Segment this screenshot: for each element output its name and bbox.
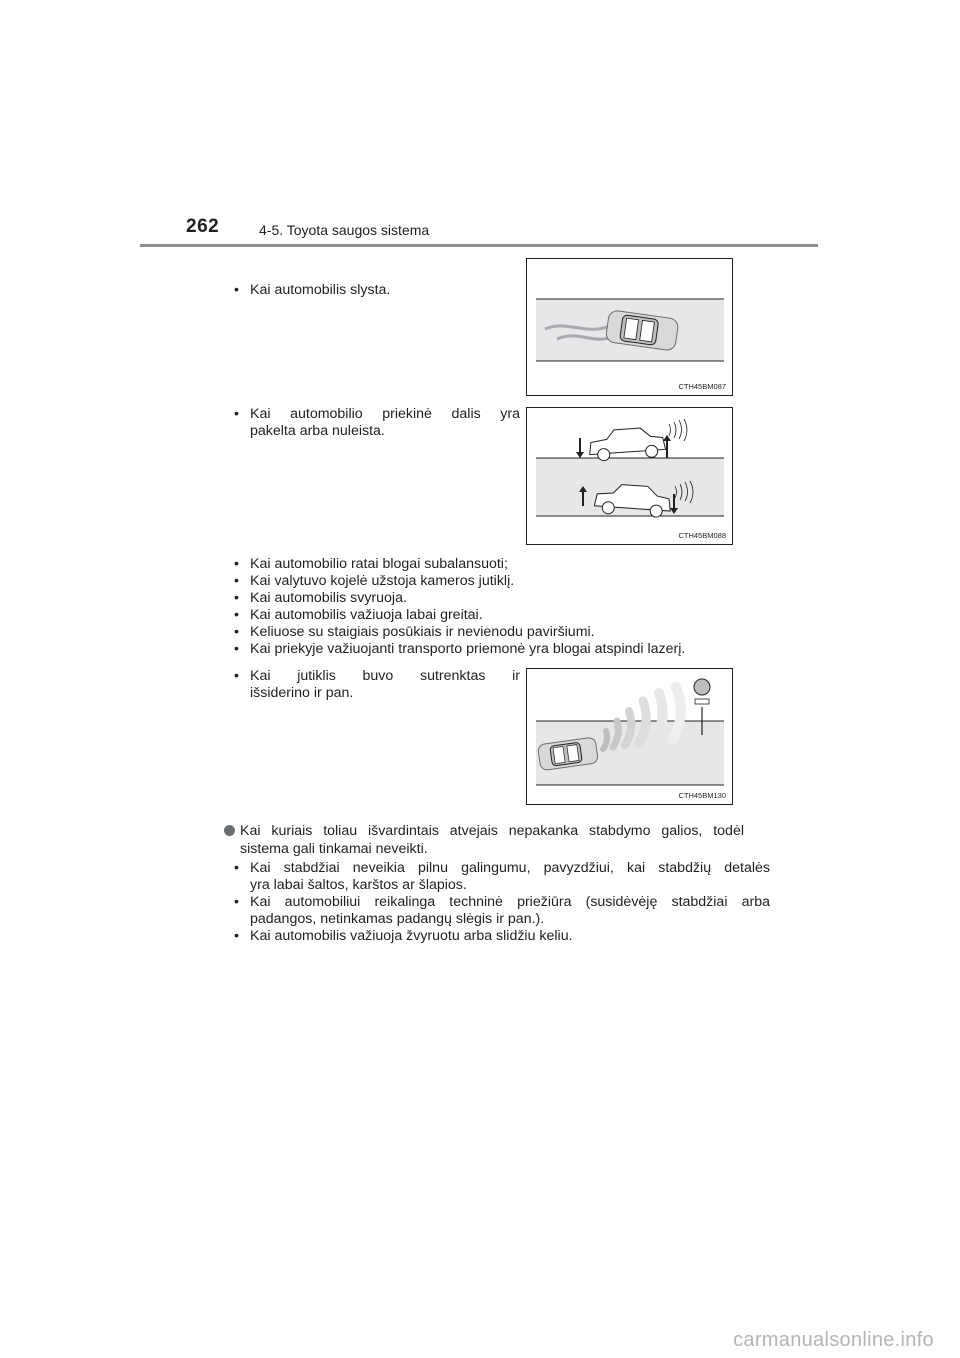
list-item-text: Keliuose su staigiais posūkiais ir nevienodu paviršiumi.	[250, 624, 595, 640]
list-item-text: Kai valytuvo kojelė užstoja kameros jutiklį.	[250, 573, 515, 589]
pitching-cars-illustration	[527, 408, 734, 546]
list-item	[226, 624, 790, 641]
list-item-text: Kai automobilio ratai blogai subalansuoti;	[250, 556, 508, 572]
bullet-dot: •	[234, 928, 239, 944]
misaligned-sensor-illustration	[527, 669, 734, 806]
sub-bullet-2-line2: padangos, netinkamas padangų slėgis ir pan.).	[250, 911, 545, 927]
list-item	[226, 641, 790, 658]
list-item-text: Kai priekyje važiuojanti transporto priemonė yra blogai atspindi lazerį.	[250, 641, 686, 657]
watermark: carmanualsonline.info	[733, 1329, 934, 1351]
page-number: 262	[186, 216, 220, 237]
figure-code: CTH45BM087	[678, 382, 726, 391]
bullet-slide	[226, 282, 520, 299]
section-title: 4-5. Toyota saugos sistema	[259, 222, 430, 238]
list-item-text: Kai automobilis svyruoja.	[250, 590, 407, 606]
main-bullet-dot	[224, 825, 235, 836]
bullet-dot: •	[234, 624, 239, 640]
bullet-dot: •	[234, 556, 239, 572]
bullet-dot: •	[234, 860, 239, 876]
list-item	[226, 573, 790, 590]
main-bullet-line2: sistema gali tinkamai neveikti.	[240, 841, 428, 857]
bullet-sensor-text: Kai jutiklis buvo sutrenktas ir	[250, 668, 520, 684]
bullet-dot: •	[234, 406, 239, 422]
sub-bullet-3	[226, 928, 770, 945]
sub-bullet-text: Kai stabdžiai neveikia pilnu galingumu, pavyzdžiui, kai stabdžių detalės	[250, 860, 770, 876]
bullet-dot: •	[234, 607, 239, 623]
bullet-sensor-line2: išsiderino ir pan.	[250, 685, 354, 701]
sub-bullet-1-line1	[226, 860, 770, 877]
bullet-dot: •	[234, 573, 239, 589]
figure-misaligned-sensor	[526, 668, 733, 805]
main-bullet	[226, 822, 744, 858]
bullet-slide-text: Kai automobilis slysta.	[250, 282, 391, 298]
bullet-dot: •	[234, 282, 239, 298]
sub-bullet-text: Kai automobiliui reikalinga techninė priežiūra (susidėvėję stabdžiai arba	[250, 894, 770, 910]
figure-pitching-cars	[526, 407, 733, 545]
figure-code: CTH45BM130	[678, 791, 726, 800]
list-item	[226, 607, 790, 624]
main-bullet-line1: Kai kuriais toliau išvardintais atvejais nepakanka stabdymo galios, todėl	[240, 823, 744, 839]
skidding-car-illustration	[527, 259, 734, 397]
bullet-front-text: Kai automobilio priekinė dalis yra	[250, 406, 520, 422]
bullet-sensor-line1	[226, 668, 520, 685]
bullet-front-raised-line1	[226, 406, 520, 423]
figure-skidding-car	[526, 258, 733, 396]
list-item	[226, 590, 790, 607]
bullet-dot: •	[234, 590, 239, 606]
sub-bullet-text: Kai automobilis važiuoja žvyruotu arba slidžiu keliu.	[250, 928, 573, 944]
list-item-text: Kai automobilis važiuoja labai greitai.	[250, 607, 483, 623]
list-item	[226, 556, 790, 573]
sub-bullet-2-line1	[226, 894, 770, 911]
bullet-dot: •	[234, 641, 239, 657]
sub-bullet-1-line2: yra labai šaltos, karštos ar šlapios.	[250, 877, 467, 893]
header-rule	[140, 244, 818, 247]
figure-code: CTH45BM088	[678, 531, 726, 540]
bullet-dot: •	[234, 668, 239, 684]
bullet-front-raised-line2: pakelta arba nuleista.	[250, 423, 385, 439]
bullet-dot: •	[234, 894, 239, 910]
